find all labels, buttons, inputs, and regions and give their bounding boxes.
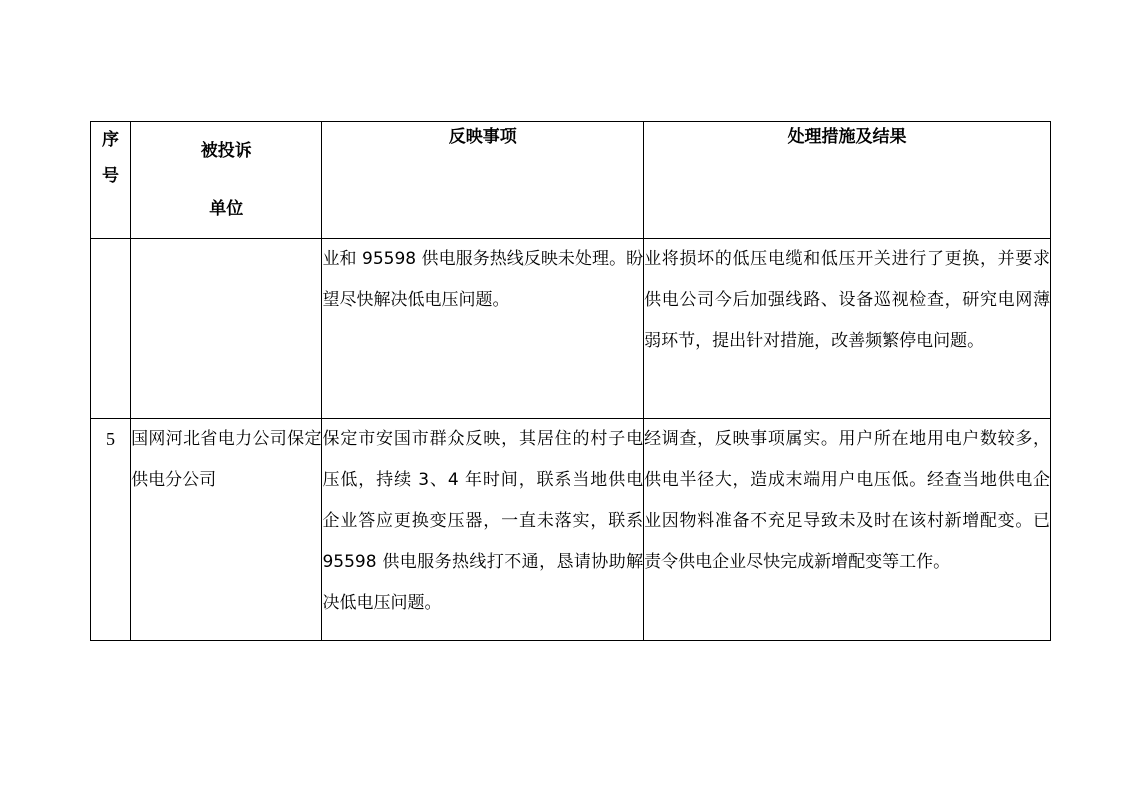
row-issue: 保定市安国市群众反映，其居住的村子电压低，持续 3、4 年时间，联系当地供电企业答应更换变压器，一直未落实，联系 95598 供电服务热线打不通，恳请协助解决低电压问题。 — [322, 419, 644, 641]
row-unit — [131, 239, 322, 419]
row-unit: 国网河北省电力公司保定供电分公司 — [131, 419, 322, 641]
table-header-row — [91, 122, 1051, 239]
header-seq-line2: 号 — [102, 166, 120, 186]
header-unit — [131, 122, 322, 239]
row-seq — [91, 239, 131, 419]
header-unit-line1: 被投诉 — [200, 141, 252, 161]
complaint-table — [90, 121, 1051, 641]
row-seq: 5 — [91, 419, 131, 641]
header-seq — [91, 122, 131, 239]
header-unit-line2: 单位 — [209, 199, 244, 219]
table-row — [91, 419, 1051, 641]
row-issue: 业和 95598 供电服务热线反映未处理。盼望尽快解决低电压问题。 — [322, 239, 644, 419]
header-seq-line1: 序 — [102, 130, 120, 150]
header-result: 处理措施及结果 — [644, 122, 1051, 239]
table-row — [91, 239, 1051, 419]
row-result: 经调查，反映事项属实。用户所在地用电户数较多，供电半径大，造成末端用户电压低。经查当地供电企业因物料准备不充足导致未及时在该村新增配变。已责令供电企业尽快完成新增配变等工作。 — [644, 419, 1051, 641]
row-result: 业将损坏的低压电缆和低压开关进行了更换，并要求供电公司今后加强线路、设备巡视检查，研究电网薄弱环节，提出针对措施，改善频繁停电问题。 — [644, 239, 1051, 419]
header-issue: 反映事项 — [322, 122, 644, 239]
